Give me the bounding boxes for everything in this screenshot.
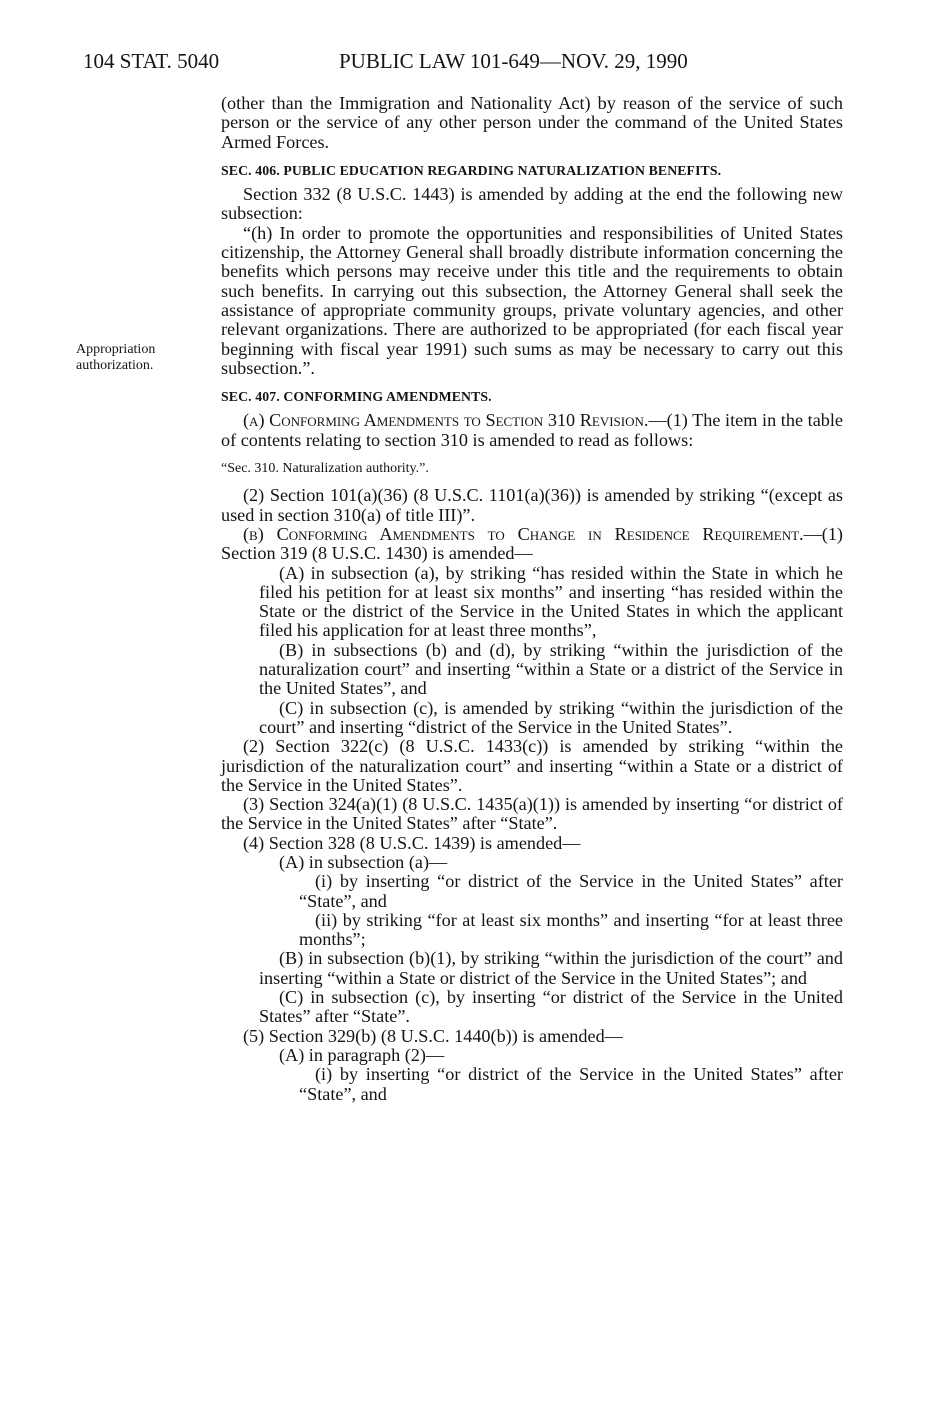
section-406-heading: SEC. 406. PUBLIC EDUCATION REGARDING NATURALIZATION BENEFITS.: [221, 162, 722, 178]
paragraph-a2: (2) Section 101(a)(36) (8 U.S.C. 1101(a)(36)) is amended by striking “(except as used in section 310(a) of title III)”.: [221, 485, 843, 525]
paragraph-subsection-h: “(h) In order to promote the opportunities and responsibilities of United States citizenship, the Attorney General shall broadly distribute information concerning the benefits which persons may receive under this title and the requirements to obtain such benefits. In carrying out this subsection, the Attorney General shall seek the assistance of appropriate community groups, private voluntary agencies, and other relevant organizations. There are authorized to be appropriated (for each fiscal year beginning with fiscal year 1991) such sums as may be necessary to carry out this subsection.”.: [221, 222, 843, 378]
clause-b1a: (A) in subsection (a), by striking “has resided within the State in which he filed his petition for at least six months” and inserting “has resided within the State or the district of the Service in the United States in which the applicant filed his application for at least three months”,: [259, 562, 843, 641]
stat-page-reference: 104 STAT. 5040: [83, 49, 220, 73]
body-text: [221, 94, 843, 1104]
clause-b4a-i: (i) by inserting “or district of the Service in the United States” after “State”, and: [299, 871, 843, 911]
margin-note-appropriation: [76, 342, 196, 374]
public-law-title: PUBLIC LAW 101-649—NOV. 29, 1990: [339, 49, 688, 73]
clause-b1c: (C) in subsection (c), is amended by striking “within the jurisdiction of the court” and inserting “district of the Service in the United States”.: [259, 697, 843, 737]
margin-note-line: authorization.: [76, 358, 154, 373]
clause-b4a: (A) in subsection (a)—: [279, 851, 448, 872]
table-of-contents-item: “Sec. 310. Naturalization authority.”.: [221, 461, 429, 477]
section-407-heading: SEC. 407. CONFORMING AMENDMENTS.: [221, 389, 492, 405]
paragraph-b5: (5) Section 329(b) (8 U.S.C. 1440(b)) is amended—: [243, 1025, 623, 1046]
subsection-b-heading: (b) Conforming Amendments to Change in Residence Requirement.: [243, 523, 804, 544]
margin-note-line: Appropriation: [76, 342, 156, 357]
paragraph-a: [221, 411, 843, 450]
paragraph-section-332: Section 332 (8 U.S.C. 1443) is amended by adding at the end the following new subsection:: [221, 184, 843, 224]
clause-b5a-i: (i) by inserting “or district of the Service in the United States” after “State”, and: [299, 1064, 843, 1104]
paragraph-b4: (4) Section 328 (8 U.S.C. 1439) is amended—: [243, 832, 581, 853]
paragraph-b2: (2) Section 322(c) (8 U.S.C. 1433(c)) is amended by striking “within the jurisdiction of the naturalization court” and inserting “within a State or a district of the Service in the United States”.: [221, 736, 843, 795]
subsection-a-text: —(1) The item in the table of contents relating to section 310 is amended to read as follows:: [221, 410, 843, 450]
clause-b1b: (B) in subsections (b) and (d), by striking “within the jurisdiction of the naturalization court” and inserting “within a State or a district of the Service in the United States”, and: [259, 639, 843, 699]
page-header: [83, 49, 843, 79]
subsection-b-text: —(1) Section 319 (8 U.S.C. 1430) is amended—: [221, 523, 843, 564]
clause-b4a-ii: (ii) by striking “for at least six months” and inserting “for at least three months”;: [299, 909, 843, 950]
subsection-a-heading: (a) Conforming Amendments to Section 310 Revision.: [243, 410, 649, 431]
paragraph-b3: (3) Section 324(a)(1) (8 U.S.C. 1435(a)(1)) is amended by inserting “or district of the Service in the United States” after “State”.: [221, 794, 843, 834]
paragraph-b: [221, 525, 843, 564]
clause-b4c: (C) in subsection (c), by inserting “or district of the Service in the United States” after “State”.: [259, 987, 843, 1027]
clause-b4b: (B) in subsection (b)(1), by striking “within the jurisdiction of the court” and inserting “within a State or district of the Service in the United States”; and: [259, 948, 843, 988]
paragraph-continuation: (other than the Immigration and Nationality Act) by reason of the service of such person or the service of any other person under the command of the United States Armed Forces.: [221, 93, 843, 152]
clause-b5a: (A) in paragraph (2)—: [279, 1044, 445, 1065]
